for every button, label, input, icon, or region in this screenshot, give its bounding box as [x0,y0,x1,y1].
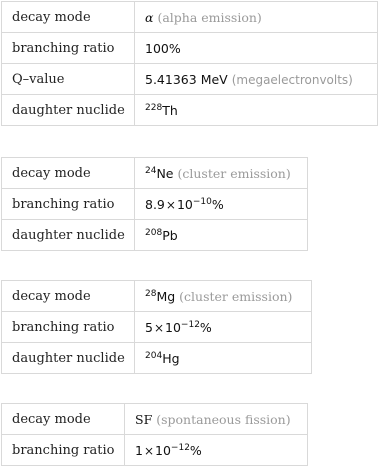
percent-sign: % [199,319,212,335]
decay-table-neon-cluster [1,157,308,251]
mass-number: 228 [145,102,163,113]
table-row [2,158,308,189]
times-sign: × [153,320,165,335]
decay-mode-value [135,2,378,33]
mass-number: 208 [145,227,163,238]
table-row [2,95,378,126]
row-label: daughter nuclide [2,343,135,374]
decay-mode-value [125,404,308,435]
branching-ratio-value [135,189,308,220]
base: 10 [176,196,193,212]
row-label: branching ratio [2,189,135,220]
table-row [2,404,308,435]
decay-mode-note: (cluster emission) [179,288,293,304]
row-label: decay mode [2,158,135,189]
decay-mode-note: (alpha emission) [157,9,262,25]
branching-ratio-value [125,435,308,466]
table-row [2,189,308,220]
table-row [2,435,308,466]
row-label: decay mode [2,2,135,33]
mass-number: 24 [145,165,157,176]
table-row [2,2,378,33]
q-value-unit-note: (megaelectronvolts) [231,72,353,87]
decay-symbol: α [145,9,154,25]
decay-mode-value [135,158,308,189]
table-row [2,64,378,95]
decay-table-magnesium-cluster [1,280,312,374]
percent-sign: % [211,196,224,212]
decay-table-alpha [1,1,378,126]
exponent: −12 [170,442,190,453]
table-row [2,312,312,343]
decay-table-spontaneous-fission [1,403,308,466]
daughter-nuclide-value [135,220,308,251]
row-label: decay mode [2,281,135,312]
decay-mode-code: SF [135,411,153,427]
row-label: branching ratio [2,312,135,343]
table-row [2,343,312,374]
decay-mode-note: (cluster emission) [177,165,291,181]
percent-sign: % [189,442,202,458]
times-sign: × [143,443,155,458]
table-row [2,281,312,312]
element-symbol: Th [162,102,178,118]
mantissa: 5 [145,319,153,335]
row-label: daughter nuclide [2,220,135,251]
decay-mode-note: (spontaneous fission) [156,411,291,427]
mantissa: 1 [135,442,143,458]
row-label: Q–value [2,64,135,95]
branching-ratio-value [135,312,312,343]
exponent: −10 [192,196,212,207]
times-sign: × [165,197,176,212]
base: 10 [165,319,181,335]
element-symbol: Pb [162,227,178,243]
base: 10 [155,442,171,458]
mass-number: 204 [145,350,163,361]
exponent: −12 [180,319,200,330]
element-symbol: Ne [156,165,174,181]
row-label: daughter nuclide [2,95,135,126]
mass-number: 28 [145,288,157,299]
daughter-nuclide-value [135,343,312,374]
row-label: branching ratio [2,33,135,64]
q-value-unit: MeV [200,71,228,87]
mantissa: 8.9 [145,196,165,212]
element-symbol: Mg [156,288,176,304]
table-row [2,220,308,251]
decay-mode-value [135,281,312,312]
table-row [2,33,378,64]
row-label: decay mode [2,404,125,435]
branching-ratio-value: 100% [135,33,378,64]
q-value [135,64,378,95]
element-symbol: Hg [162,350,180,366]
daughter-nuclide-value [135,95,378,126]
q-value-number: 5.41363 [145,71,197,87]
row-label: branching ratio [2,435,125,466]
